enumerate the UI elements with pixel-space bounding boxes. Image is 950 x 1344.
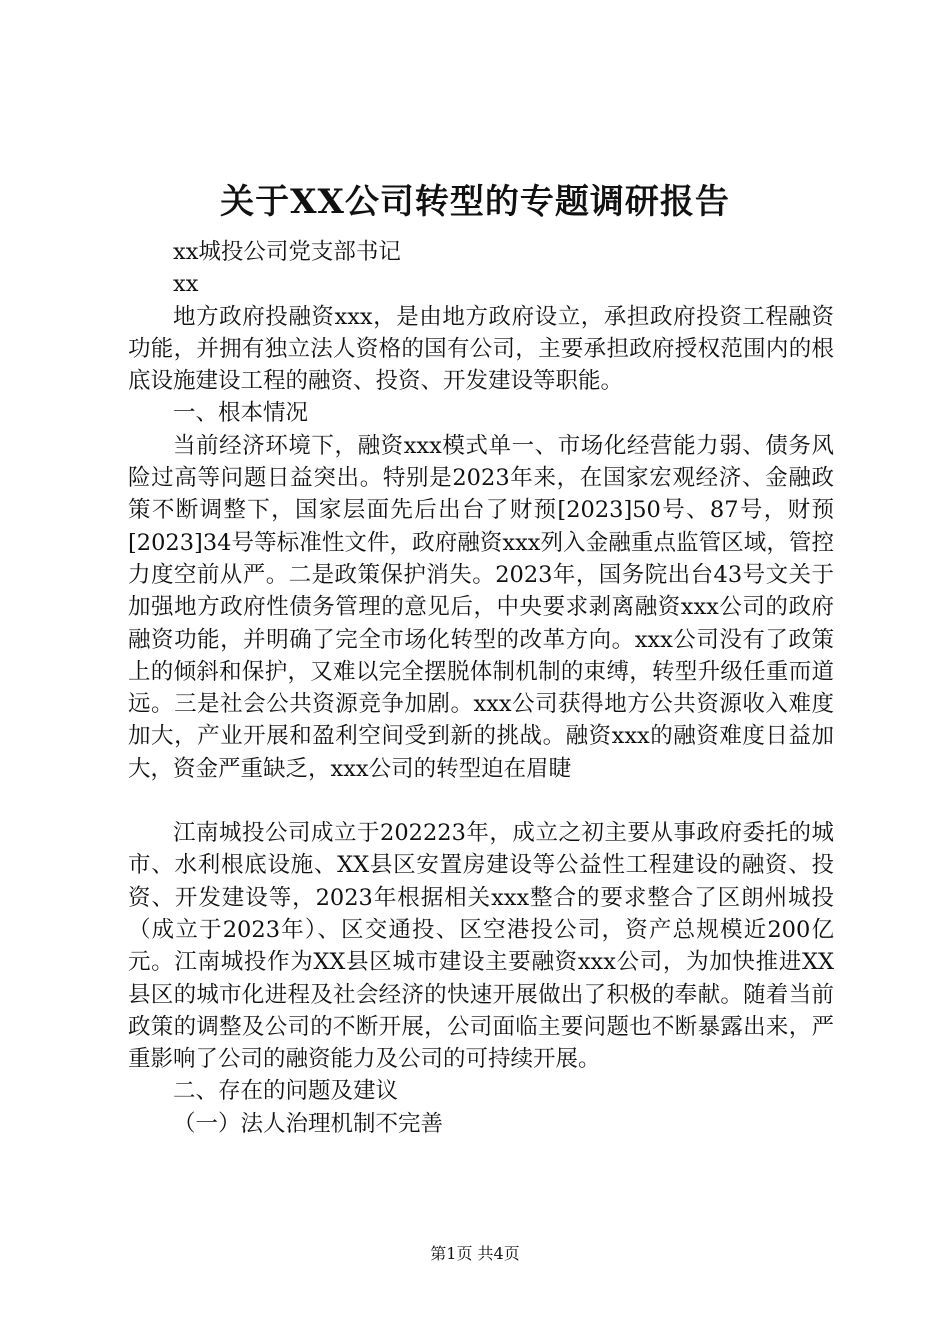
section-heading-2: 二、存在的问题及建议 <box>173 1078 399 1105</box>
page-footer: 第1页 共4页 <box>430 1244 520 1263</box>
subsection-heading-2-1: （一）法人治理机制不完善 <box>173 1110 444 1137</box>
author-line: xx城投公司党支部书记 <box>173 239 401 265</box>
document-title: 关于XX公司转型的专题调研报告 <box>220 182 730 222</box>
document-body <box>128 236 834 1140</box>
author-name: xx <box>173 271 199 298</box>
situation-paragraph: 当前经济环境下，融资xxx模式单一、市场化经营能力弱、债务风险过高等问题日益突出。特别是2023年来，在国家宏观经济、金融政策不断调整下，国家层面先后出台了财预[2023]50号、87号，财预[2023]34号等标准性文件，政府融资xxx列入金融重点监管区域，管控力度空前从严。二是政策保护消失。2023年，国务院出台43号文关于加强地方政府性债务管理的意见后，中央要求剥离融资xxx公司的政府融资功能，并明确了完全市场化转型的改革方向。xxx公司没有了政策上的倾斜和保护，又难以完全摆脱体制机制的束缚，转型升级任重而道远。三是社会公共资源竞争加剧。xxx公司获得地方公共资源收入难度加大，产业开展和盈利空间受到新的挑战。融资xxx的融资难度日益加大，资金严重缺乏，xxx公司的转型迫在眉睫 <box>128 432 834 782</box>
section-heading-1: 一、根本情况 <box>173 400 309 427</box>
intro-paragraph: 地方政府投融资xxx，是由地方政府设立，承担政府投资工程融资功能，并拥有独立法人资格的国有公司，主要承担政府授权范围内的根底设施建设工程的融资、投资、开发建设等职能。 <box>128 303 834 395</box>
paragraph-gap <box>128 785 834 817</box>
company-paragraph: 江南城投公司成立于202223年，成立之初主要从事政府委托的城市、水利根底设施、XX县区安置房建设等公益性工程建设的融资、投资、开发建设等，2023年根据相关xxx整合的要求整合了区朗州城投（成立于2023年）、区交通投、区空港投公司，资产总规模近200亿元。江南城投作为XX县区城市建设主要融资xxx公司，为加快推进XX县区的城市化进程及社会经济的快速开展做出了积极的奉献。随着当前政策的调整及公司的不断开展，公司面临主要问题也不断暴露出来，严重影响了公司的融资能力及公司的可持续开展。 <box>128 820 834 1073</box>
